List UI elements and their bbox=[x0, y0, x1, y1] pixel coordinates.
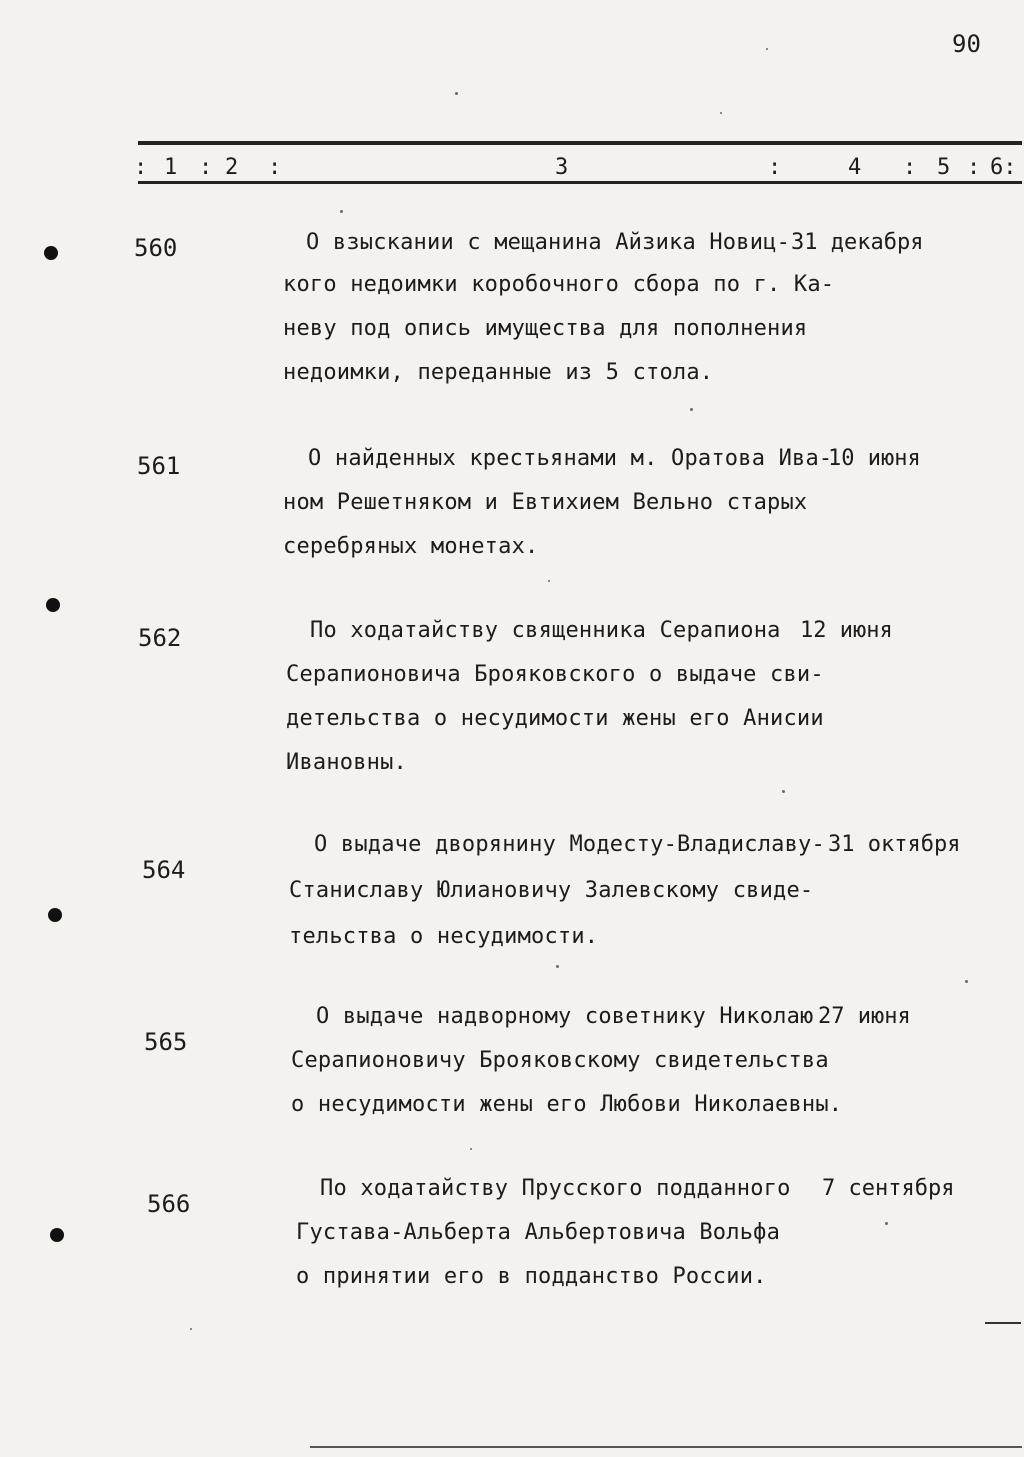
binder-hole-mark bbox=[46, 598, 60, 612]
entry-text-line: тельства о несудимости. bbox=[289, 924, 599, 949]
entry-number: 564 bbox=[142, 856, 186, 884]
scan-speck bbox=[782, 790, 785, 793]
column-separator: : bbox=[903, 155, 917, 180]
scan-speck bbox=[885, 1222, 888, 1225]
entry-text-line: детельства о несудимости жены его Анисии bbox=[286, 706, 824, 731]
entry-number: 565 bbox=[144, 1028, 188, 1056]
binder-hole-mark bbox=[44, 246, 58, 260]
entry-text-line: О выдаче надворному советнику Николаю bbox=[316, 1004, 814, 1029]
column-separator: : bbox=[268, 155, 282, 180]
scan-speck bbox=[766, 48, 768, 50]
scan-speck bbox=[340, 210, 343, 213]
column-header-2: 2 bbox=[225, 155, 239, 180]
entry-number: 566 bbox=[147, 1190, 191, 1218]
binder-hole-mark bbox=[48, 908, 62, 922]
entry-text-line: О взыскании с мещанина Айзика Новиц- bbox=[306, 230, 791, 255]
entry-date: 10 июня bbox=[828, 446, 921, 471]
entry-text-line: Серапионовичу Брояковскому свидетельства bbox=[291, 1048, 829, 1073]
scan-speck bbox=[556, 965, 559, 968]
entry-text-line: По ходатайству Прусского подданного bbox=[320, 1176, 791, 1201]
entry-text-line: О найденных крестьянами м. Оратова Ива- bbox=[308, 446, 833, 471]
binder-hole-mark bbox=[50, 1228, 64, 1242]
entry-text-line: О выдаче дворянину Модесту-Владиславу- bbox=[314, 832, 825, 857]
column-separator: : bbox=[199, 155, 213, 180]
scan-speck bbox=[470, 1148, 472, 1150]
entry-number: 561 bbox=[137, 452, 181, 480]
entry-date: 31 декабря bbox=[791, 230, 924, 255]
column-separator: : bbox=[768, 155, 782, 180]
entry-text-line: недоимки, переданные из 5 стола. bbox=[283, 360, 714, 385]
column-separator: : bbox=[134, 155, 148, 180]
entry-date: 12 июня bbox=[800, 618, 893, 643]
entry-text-line: о принятии его в подданство России. bbox=[296, 1264, 767, 1289]
scan-speck bbox=[455, 92, 458, 95]
column-header-6: 6: bbox=[990, 155, 1017, 180]
entry-text-line: серебряных монетах. bbox=[283, 534, 539, 559]
entry-text-line: неву под опись имущества для пополнения bbox=[283, 316, 808, 341]
entry-number: 560 bbox=[134, 234, 178, 262]
entry-date: 31 октября bbox=[828, 832, 961, 857]
column-separator: : bbox=[967, 155, 981, 180]
entry-text-line: По ходатайству священника Серапиона bbox=[310, 618, 781, 643]
column-header-3: 3 bbox=[555, 155, 569, 180]
entry-date: 7 сентября bbox=[822, 1176, 955, 1201]
scan-speck bbox=[690, 408, 693, 411]
entry-text-line: Станиславу Юлиановичу Залевскому свиде- bbox=[289, 878, 814, 903]
margin-stroke bbox=[985, 1322, 1021, 1324]
entry-date: 27 июня bbox=[818, 1004, 911, 1029]
page-number: 90 bbox=[952, 30, 981, 58]
column-header-1: 1 bbox=[164, 155, 178, 180]
header-top-rule bbox=[138, 141, 1022, 145]
scan-speck bbox=[548, 580, 550, 582]
bottom-edge-stroke bbox=[310, 1446, 1022, 1448]
header-bottom-rule bbox=[138, 181, 1022, 184]
entry-text-line: ном Решетняком и Евтихием Вельно старых bbox=[283, 490, 808, 515]
column-header-4: 4 bbox=[848, 155, 862, 180]
scan-speck bbox=[190, 1328, 192, 1330]
entry-text-line: кого недоимки коробочного сбора по г. Ка- bbox=[283, 272, 835, 297]
entry-number: 562 bbox=[138, 624, 182, 652]
scan-speck bbox=[965, 980, 968, 983]
entry-text-line: Серапионовича Брояковского о выдаче сви- bbox=[286, 662, 824, 687]
scan-speck bbox=[720, 112, 722, 114]
entry-text-line: Ивановны. bbox=[286, 750, 408, 775]
entry-text-line: Густава-Альберта Альбертовича Вольфа bbox=[296, 1220, 781, 1245]
column-header-5: 5 bbox=[937, 155, 951, 180]
entry-text-line: о несудимости жены его Любови Николаевны. bbox=[291, 1092, 843, 1117]
